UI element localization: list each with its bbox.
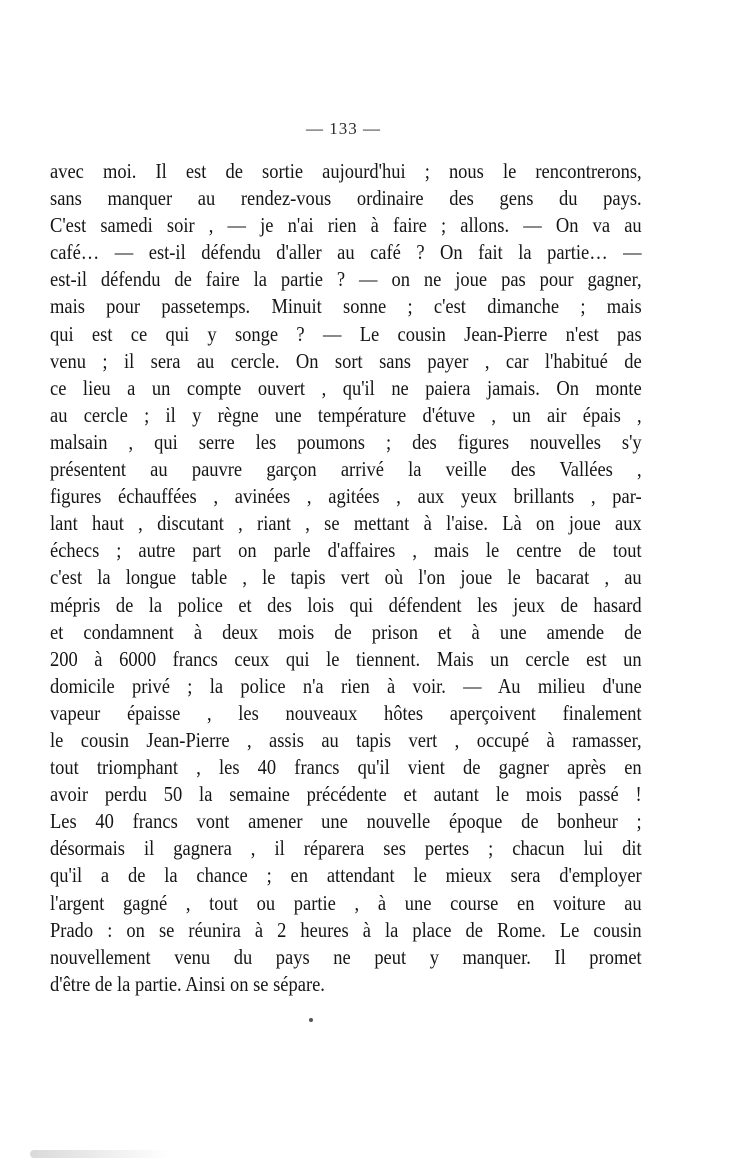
text-line: le cousin Jean-Pierre , assis au tapis vert , occupé à ramasser, <box>50 727 642 752</box>
page-number: — 133 — <box>306 119 381 138</box>
text-line: est-il défendu de faire la partie ? — on ne joue pas pour gagner, <box>50 267 642 292</box>
ornament-dot <box>309 1018 313 1022</box>
text-line: au cercle ; il y règne une température d'étuve , un air épais , <box>50 402 642 427</box>
text-line: tout triomphant , les 40 francs qu'il vient de gagner après en <box>50 755 642 780</box>
text-line: venu ; il sera au cercle. On sort sans payer , car l'habitué de <box>50 348 642 373</box>
text-line: désormais il gagnera , il réparera ses pertes ; chacun lui dit <box>50 836 642 861</box>
text-line: avoir perdu 50 la semaine précédente et autant le mois passé ! <box>50 782 642 807</box>
text-line: présentent au pauvre garçon arrivé la veille des Vallées , <box>50 457 642 482</box>
text-line: ce lieu a un compte ouvert , qu'il ne paiera jamais. On monte <box>50 375 642 400</box>
scan-smudge <box>30 1150 170 1158</box>
text-line: sans manquer au rendez-vous ordinaire des gens du pays. <box>50 186 642 211</box>
text-line: avec moi. Il est de sortie aujourd'hui ; nous le rencontrerons, <box>50 159 642 183</box>
text-line: Prado : on se réunira à 2 heures à la place de Rome. Le cousin <box>50 917 642 942</box>
text-line: figures échauffées , avinées , agitées , aux yeux brillants , par- <box>50 484 642 509</box>
text-line: mépris de la police et des lois qui défendent les jeux de hasard <box>50 592 642 617</box>
text-line: vapeur épaisse , les nouveaux hôtes aperçoivent finalement <box>50 700 642 725</box>
text-line: échecs ; autre part on parle d'affaires , mais le centre de tout <box>50 538 642 563</box>
text-line: café… — est-il défendu d'aller au café ? On fait la partie… — <box>50 240 642 265</box>
text-line-last: d'être de la partie. Ainsi on se sépare. <box>50 971 325 996</box>
text-line: nouvellement venu du pays ne peut y manquer. Il promet <box>50 944 642 969</box>
text-line: domicile privé ; la police n'a rien à voir. — Au milieu d'une <box>50 673 642 698</box>
text-line: qu'il a de la chance ; en attendant le mieux sera d'employer <box>50 863 642 888</box>
text-line: et condamnent à deux mois de prison et à une amende de <box>50 619 642 644</box>
text-line: lant haut , discutant , riant , se mettant à l'aise. Là on joue aux <box>50 511 642 536</box>
text-line: qui est ce qui y songe ? — Le cousin Jean-Pierre n'est pas <box>50 321 642 346</box>
body-text <box>50 158 642 998</box>
text-line: malsain , qui serre les poumons ; des figures nouvelles s'y <box>50 429 642 454</box>
text-line: mais pour passetemps. Minuit sonne ; c'est dimanche ; mais <box>50 294 642 319</box>
text-line: l'argent gagné , tout ou partie , à une course en voiture au <box>50 890 642 915</box>
text-line: c'est la longue table , le tapis vert où l'on joue le bacarat , au <box>50 565 642 590</box>
text-line: C'est samedi soir , — je n'ai rien à faire ; allons. — On va au <box>50 213 642 238</box>
text-line: Les 40 francs vont amener une nouvelle époque de bonheur ; <box>50 809 642 834</box>
text-line: 200 à 6000 francs ceux qui le tiennent. Mais un cercle est un <box>50 646 642 671</box>
